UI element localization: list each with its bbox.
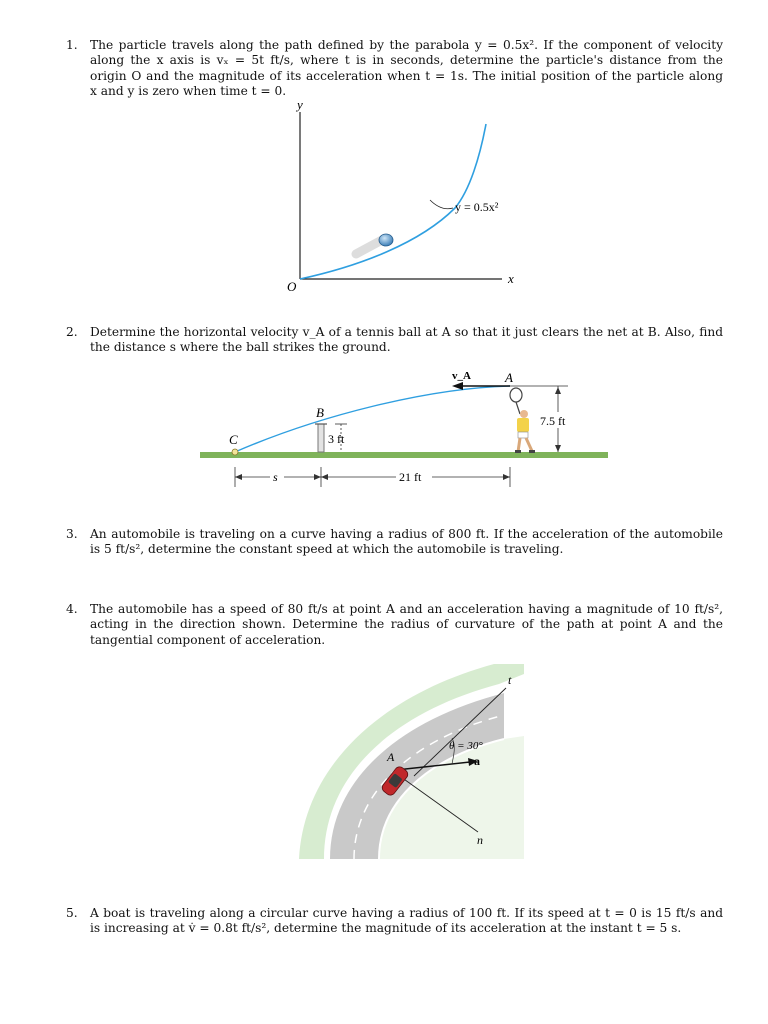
question-1 bbox=[66, 38, 723, 99]
question-text bbox=[90, 38, 723, 99]
tennis-player bbox=[510, 388, 535, 453]
question-line: the distance s where the ball strikes the ground. bbox=[90, 340, 391, 355]
label-a-vec: a bbox=[474, 754, 480, 768]
question-number: 3. bbox=[66, 527, 78, 541]
question-text bbox=[90, 527, 723, 558]
question-line: The particle travels along the path defined by the parabola y = 0.5x². If the component of velocity bbox=[90, 38, 723, 52]
distance-s-label: s bbox=[273, 470, 278, 484]
ball-at-c bbox=[232, 449, 238, 455]
question-number: 2. bbox=[66, 325, 78, 339]
y-axis-label: y bbox=[297, 98, 303, 112]
question-number: 4. bbox=[66, 602, 78, 616]
label-va: v_A bbox=[452, 370, 471, 382]
question-text bbox=[90, 325, 723, 356]
label-b: B bbox=[316, 405, 324, 420]
curve-label: y = 0.5x² bbox=[455, 200, 499, 214]
motion-blur bbox=[356, 240, 382, 254]
question-4 bbox=[66, 602, 723, 648]
particle-ball bbox=[379, 234, 393, 246]
label-c: C bbox=[229, 432, 238, 447]
distance-label: 21 ft bbox=[399, 470, 422, 484]
net-post bbox=[318, 424, 324, 452]
height-arrow-down bbox=[555, 445, 561, 452]
ball-trajectory bbox=[235, 386, 510, 452]
height-arrow-up bbox=[555, 387, 561, 394]
x-axis-label: x bbox=[508, 271, 514, 286]
question-text bbox=[90, 602, 723, 648]
question-line: tangential component of acceleration. bbox=[90, 632, 326, 647]
figure-parabola bbox=[270, 98, 530, 298]
question-line: x and y is zero when time t = 0. bbox=[90, 83, 287, 98]
question-line: A boat is traveling along a circular curve having a radius of 100 ft. If its speed at t = 0 is 15 ft/s and bbox=[90, 906, 723, 920]
question-line: acting in the direction shown. Determine the radius of curvature of the path at point A and the bbox=[90, 617, 723, 632]
question-text bbox=[90, 906, 723, 937]
label-n: n bbox=[477, 833, 483, 847]
velocity-arrowhead bbox=[452, 382, 463, 390]
origin-label: O bbox=[287, 279, 297, 294]
question-line: origin O and the magnitude of its acceleration when t = 1s. The initial position of the particle along bbox=[90, 68, 723, 83]
label-a: A bbox=[505, 370, 513, 385]
question-3 bbox=[66, 527, 723, 558]
figure-tennis bbox=[198, 366, 610, 496]
label-t: t bbox=[508, 673, 512, 687]
question-line: along the x axis is vₓ = 5t ft/s, where t is in seconds, determine the particle's distance from the bbox=[90, 53, 723, 68]
question-line: The automobile has a speed of 80 ft/s at point A and an acceleration having a magnitude of 10 ft/s², bbox=[90, 602, 723, 616]
question-line: is 5 ft/s², determine the constant speed at which the automobile is traveling. bbox=[90, 542, 564, 557]
question-5 bbox=[66, 906, 723, 937]
figure-curve-road bbox=[284, 664, 524, 859]
net-height-label: 3 ft bbox=[328, 432, 345, 446]
question-line: An automobile is traveling on a curve having a radius of 800 ft. If the acceleration of the automobile bbox=[90, 527, 723, 541]
question-line: is increasing at v̇ = 0.8t ft/s², determine the magnitude of its acceleration at the instant t = 5 s. bbox=[90, 921, 682, 936]
angle-label: θ = 30° bbox=[449, 740, 483, 752]
player-height-label: 7.5 ft bbox=[540, 414, 566, 428]
curve-leader bbox=[430, 200, 453, 209]
question-number: 1. bbox=[66, 38, 78, 52]
label-a-point: A bbox=[387, 750, 395, 764]
question-number: 5. bbox=[66, 906, 78, 920]
question-2 bbox=[66, 325, 723, 356]
question-line: Determine the horizontal velocity v_A of a tennis ball at A so that it just clears the net at B. Also, find bbox=[90, 325, 723, 339]
ground bbox=[200, 452, 608, 458]
